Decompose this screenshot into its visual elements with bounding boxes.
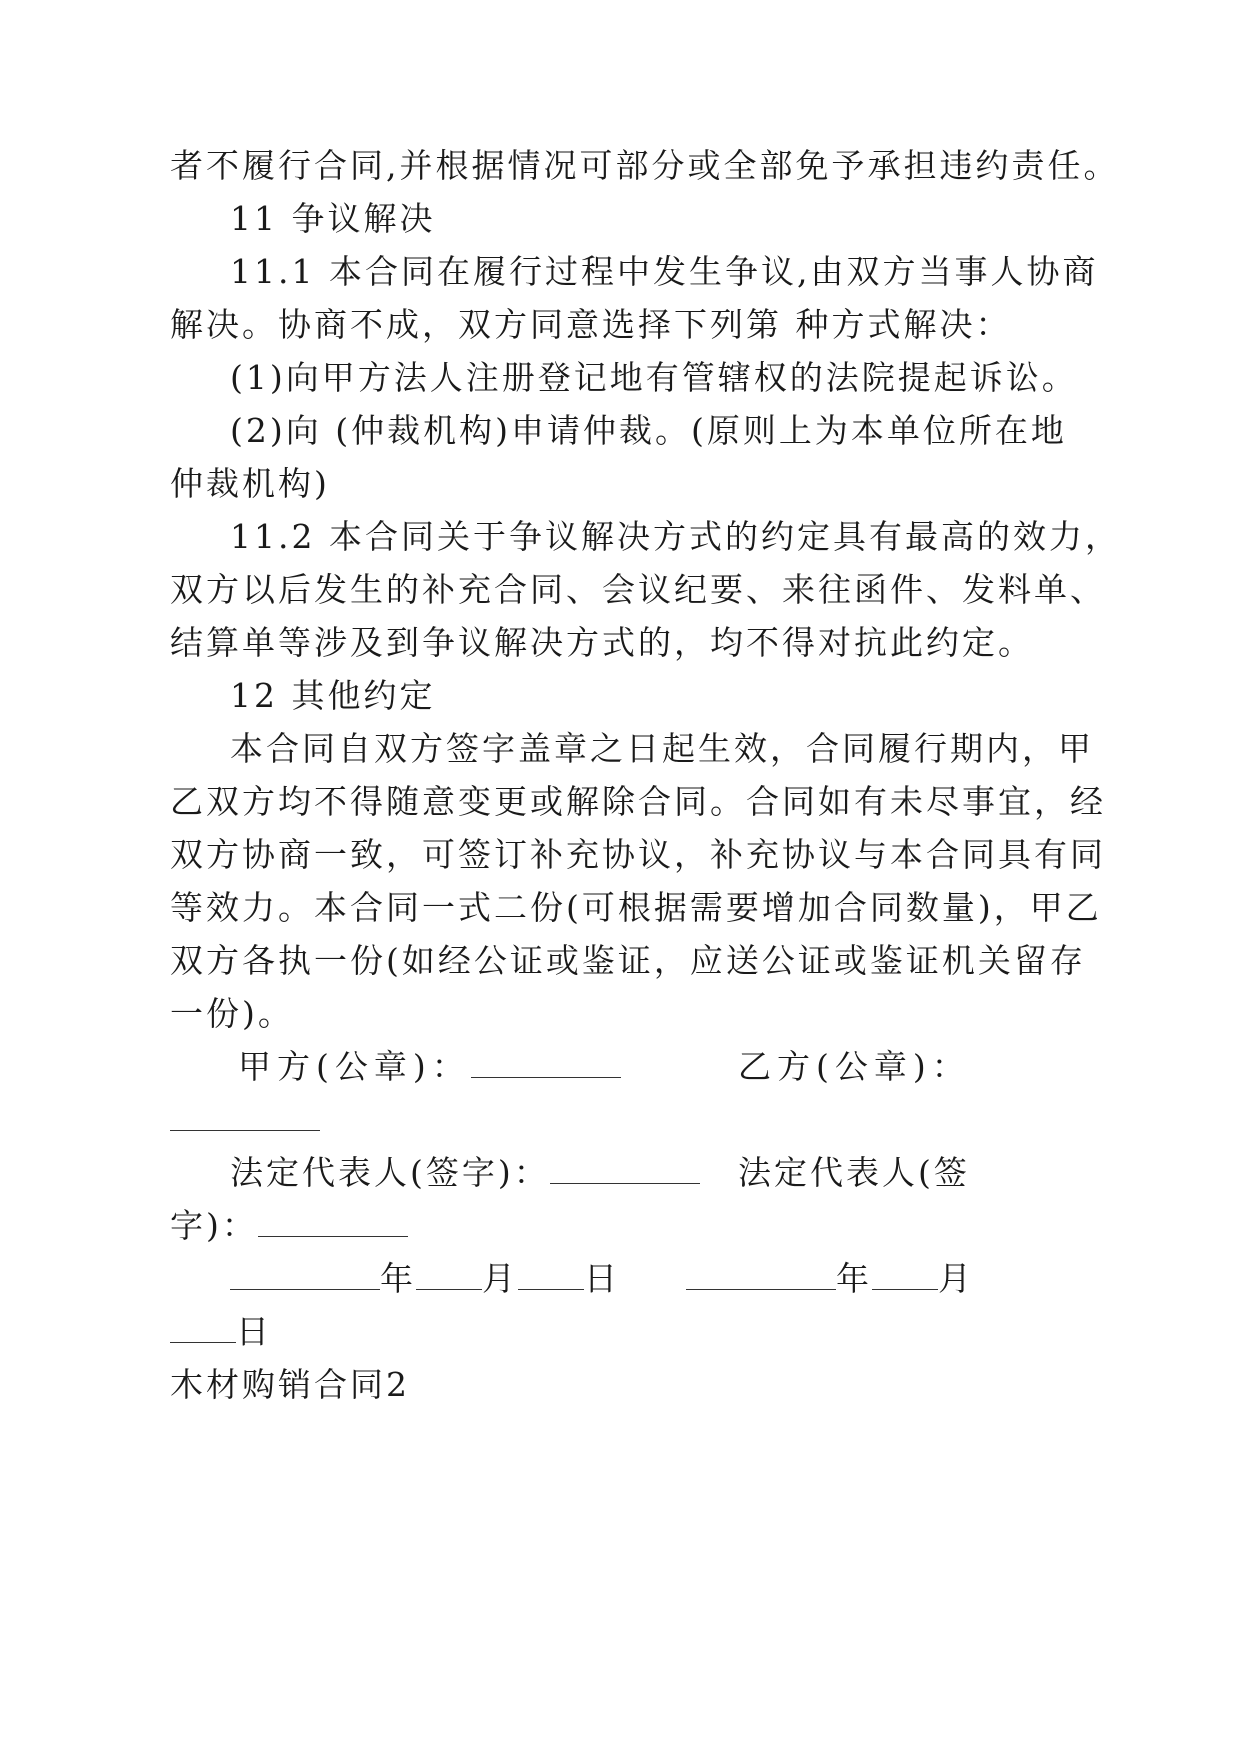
body-text-line: 乙双方均不得随意变更或解除合同。合同如有未尽事宜，经 [170,782,1106,821]
date-b-row [686,1259,974,1299]
party-a-seal-blank[interactable] [471,1047,621,1078]
party-b-seal-row [170,1100,320,1140]
rep-b-row [170,1206,408,1246]
party-b-seal-blank[interactable] [170,1100,320,1131]
body-text-line: 本合同自双方签字盖章之日起生效，合同履行期内，甲 [230,729,1094,768]
date-b-day-label: 日 [236,1312,272,1351]
body-text-line: 等效力。本合同一式二份(可根据需要增加合同数量)，甲乙 [170,888,1102,927]
party-a-seal-label: 甲方(公章)： [238,1047,471,1086]
date-b-day-blank[interactable] [170,1312,236,1343]
rep-a-signature-blank[interactable] [550,1153,700,1184]
date-a-year-blank[interactable] [230,1259,380,1290]
date-a-row [230,1259,620,1299]
date-b-year-blank[interactable] [686,1259,836,1290]
party-a-seal-row [238,1047,621,1087]
body-text-line: 一份)。 [170,994,294,1033]
rep-b-label-cont: 字)： [170,1206,258,1245]
date-b-year-label: 年 [836,1259,872,1298]
next-contract-title: 木材购销合同2 [170,1365,410,1404]
date-b-month-blank[interactable] [872,1259,938,1290]
date-a-month-blank[interactable] [416,1259,482,1290]
rep-b-signature-blank[interactable] [258,1206,408,1237]
section-heading-12: 12 其他约定 [230,676,436,715]
rep-a-label: 法定代表人(签字)： [230,1153,550,1192]
date-a-day-label: 日 [584,1259,620,1298]
body-text-line: 者不履行合同,并根据情况可部分或全部免予承担违约责任。 [170,146,1120,185]
date-a-month-label: 月 [482,1259,518,1298]
body-text-line: 双方各执一份(如经公证或鉴证，应送公证或鉴证机关留存 [170,941,1086,980]
body-text-line: 解决。协商不成，双方同意选择下列第 种方式解决： [170,305,1012,344]
date-a-day-blank[interactable] [518,1259,584,1290]
body-text-line: 双方协商一致，可签订补充协议，补充协议与本合同具有同 [170,835,1106,874]
body-text-line: 11.1 本合同在履行过程中发生争议,由双方当事人协商 [230,252,1099,291]
date-b-day-row [170,1312,272,1352]
body-text-line: (2)向 (仲裁机构)申请仲裁。(原则上为本单位所在地 [230,411,1067,450]
date-b-month-label: 月 [938,1259,974,1298]
body-text-line: 仲裁机构) [170,464,330,503]
date-a-year-label: 年 [380,1259,416,1298]
body-text-line: (1)向甲方法人注册登记地有管辖权的法院提起诉讼。 [230,358,1078,397]
section-heading-11: 11 争议解决 [230,199,436,238]
party-b-seal-label: 乙方(公章)： [738,1047,971,1086]
rep-a-row [230,1153,700,1193]
rep-b-label: 法定代表人(签 [738,1153,970,1192]
body-text-line: 双方以后发生的补充合同、会议纪要、来往函件、发料单、 [170,570,1106,609]
body-text-line: 结算单等涉及到争议解决方式的，均不得对抗此约定。 [170,623,1034,662]
body-text-line: 11.2 本合同关于争议解决方式的约定具有最高的效力， [230,517,1121,556]
